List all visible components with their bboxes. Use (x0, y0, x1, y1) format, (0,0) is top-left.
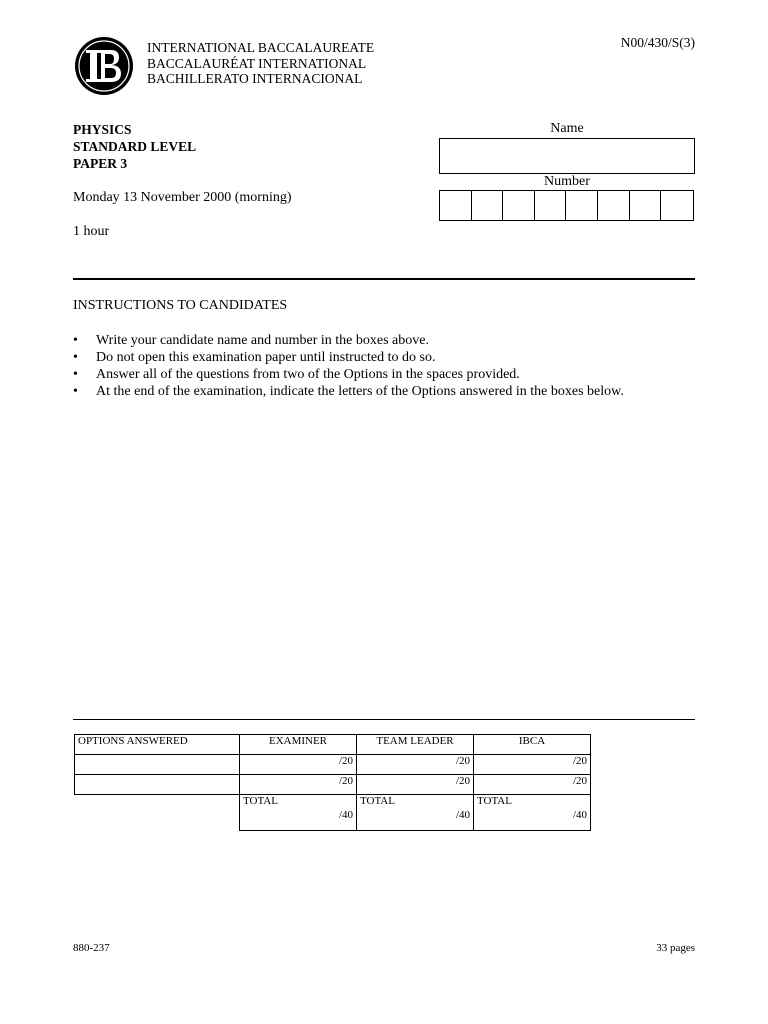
instructions-list (73, 332, 713, 400)
total-label: TOTAL (360, 795, 395, 807)
header-ibca: IBCA (474, 735, 591, 755)
subject-level: STANDARD LEVEL (73, 139, 197, 154)
team-leader-mark-cell: /20 (357, 775, 474, 795)
instructions-heading: INSTRUCTIONS TO CANDIDATES (73, 298, 288, 313)
bottom-divider (73, 719, 695, 720)
number-digit-box[interactable] (566, 191, 598, 220)
header-examiner: EXAMINER (240, 735, 357, 755)
ibca-mark-cell: /20 (474, 755, 591, 775)
subject-paper: PAPER 3 (73, 156, 128, 171)
subject-block (73, 121, 196, 172)
examiner-mark-cell: /20 (240, 775, 357, 795)
number-label: Number (544, 174, 590, 189)
instruction-item: • Write your candidate name and number in the boxes above. (73, 332, 713, 349)
paper-code: N00/430/S(3) (620, 35, 695, 50)
number-digit-box[interactable] (472, 191, 504, 220)
total-spacer (75, 795, 240, 831)
total-value: /40 (455, 809, 470, 821)
team-leader-mark-cell: /20 (357, 755, 474, 775)
total-label: TOTAL (243, 795, 278, 807)
org-line-en: INTERNATIONAL BACCALAUREATE (147, 40, 375, 55)
exam-date: Monday 13 November 2000 (morning) (73, 190, 292, 205)
name-label: Name (550, 121, 584, 136)
exam-duration: 1 hour (73, 224, 110, 239)
examiner-total-cell (240, 795, 357, 831)
total-row (75, 795, 591, 831)
organisation-names (147, 40, 374, 87)
top-divider (73, 278, 695, 280)
instruction-item: • Do not open this examination paper until instructed to do so. (73, 349, 713, 366)
footer-code: 880-237 (73, 942, 110, 954)
header-team-leader: TEAM LEADER (357, 735, 474, 755)
footer-pages: 33 pages (656, 942, 695, 954)
number-digit-box[interactable] (440, 191, 472, 220)
number-field (439, 190, 694, 221)
option-answer-cell[interactable] (75, 775, 240, 795)
table-row (75, 775, 591, 795)
ibca-total-cell (474, 795, 591, 831)
number-digit-box[interactable] (630, 191, 662, 220)
instruction-item: • Answer all of the questions from two of the Options in the spaces provided. (73, 366, 713, 383)
ib-logo (74, 36, 134, 96)
number-digit-box[interactable] (661, 191, 693, 220)
org-line-es: BACHILLERATO INTERNACIONAL (147, 71, 363, 86)
table-row (75, 755, 591, 775)
subject-title: PHYSICS (73, 122, 132, 137)
team-leader-total-cell (357, 795, 474, 831)
marks-table (74, 734, 591, 831)
total-label: TOTAL (477, 795, 512, 807)
total-value: /40 (338, 809, 353, 821)
ibca-mark-cell: /20 (474, 775, 591, 795)
total-value: /40 (572, 809, 587, 821)
org-line-fr: BACCALAURÉAT INTERNATIONAL (147, 55, 367, 71)
name-field[interactable] (439, 138, 695, 174)
instruction-item: • At the end of the examination, indicate the letters of the Options answered in the boxes below. (73, 383, 713, 400)
marks-header-row (75, 735, 591, 755)
number-digit-box[interactable] (598, 191, 630, 220)
header-options-answered: OPTIONS ANSWERED (75, 735, 240, 755)
number-digit-box[interactable] (503, 191, 535, 220)
option-answer-cell[interactable] (75, 755, 240, 775)
number-digit-box[interactable] (535, 191, 567, 220)
examiner-mark-cell: /20 (240, 755, 357, 775)
